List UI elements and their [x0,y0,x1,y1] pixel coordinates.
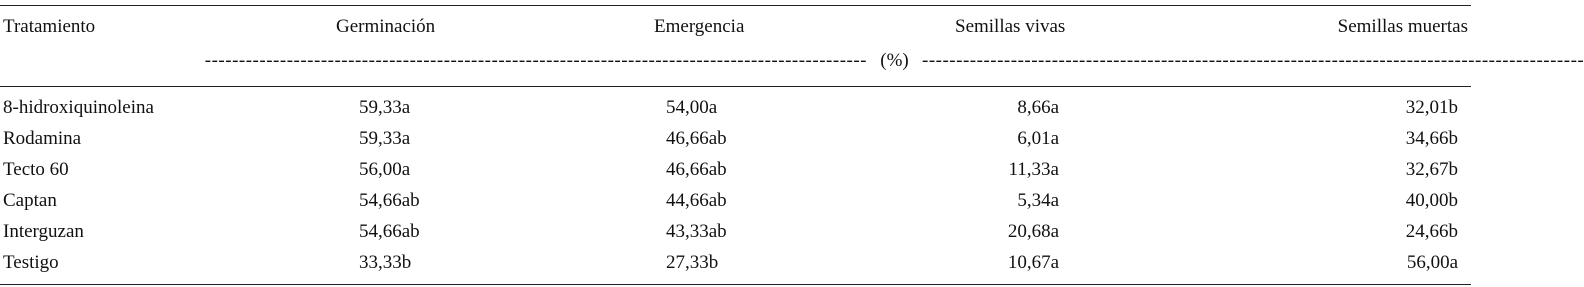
cell-emergence: 44,66ab [666,190,727,211]
cell-treatment: 8-hidroxiquinoleina [3,97,154,118]
cell-live-seeds: 11,33a [1008,159,1059,180]
cell-emergence: 46,66ab [666,128,727,149]
cell-live-seeds: 6,01a [1017,128,1059,149]
cell-dead-seeds: 24,66b [1405,221,1458,242]
header-treatment: Tratamiento [3,16,96,37]
dash-line-right: ------------------------------------------------------------------------------------------------- [922,50,1584,71]
header-rule [0,86,1471,87]
header-emergence: Emergencia [654,16,745,37]
cell-live-seeds: 10,67a [1007,252,1059,273]
cell-germination: 59,33a [359,128,411,149]
bottom-rule [0,284,1471,285]
cell-emergence: 43,33ab [666,221,727,242]
top-rule [0,5,1471,6]
cell-treatment: Interguzan [3,221,84,242]
header-germination: Germinación [336,16,436,37]
cell-emergence: 46,66ab [666,159,727,180]
header-live-seeds: Semillas vivas [955,16,1066,37]
cell-germination: 54,66ab [359,221,420,242]
cell-germination: 56,00a [359,159,411,180]
cell-live-seeds: 20,68a [1007,221,1059,242]
unit-label: (%) [880,50,909,71]
cell-treatment: Captan [3,190,57,211]
dash-line-left: ------------------------------------------------------------------------------------------------- [204,50,867,71]
cell-emergence: 27,33b [666,252,719,273]
cell-dead-seeds: 56,00a [1406,252,1458,273]
header-dead-seeds: Semillas muertas [1337,16,1468,37]
cell-dead-seeds: 40,00b [1405,190,1458,211]
cell-dead-seeds: 32,67b [1405,159,1458,180]
cell-germination: 33,33b [359,252,412,273]
cell-treatment: Testigo [3,252,59,273]
unit-separator [204,50,1584,72]
cell-dead-seeds: 32,01b [1405,97,1458,118]
cell-germination: 59,33a [359,97,411,118]
cell-emergence: 54,00a [666,97,718,118]
cell-treatment: Rodamina [3,128,82,149]
cell-live-seeds: 8,66a [1017,97,1059,118]
cell-live-seeds: 5,34a [1017,190,1059,211]
cell-dead-seeds: 34,66b [1405,128,1458,149]
cell-treatment: Tecto 60 [3,159,69,180]
cell-germination: 54,66ab [359,190,420,211]
